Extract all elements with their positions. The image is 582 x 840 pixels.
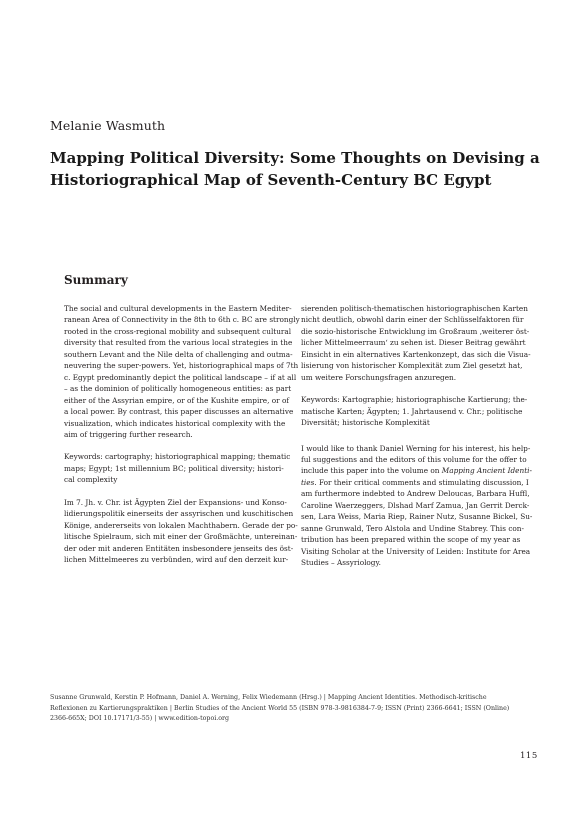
text-line: either of the Assyrian empire, or of the Kushite empire, or of (64, 395, 290, 405)
text-line: The social and cultural developments in the Eastern Mediter- (64, 304, 292, 313)
text-line: a local power. By contrast, this paper discusses an alternative (64, 407, 294, 417)
right-column (301, 303, 533, 580)
title-line: Historiographical Map of Seventh-Century BC Egypt (50, 171, 492, 189)
german-summary-continued (301, 303, 531, 383)
citation-footer (50, 693, 540, 725)
text-line: Keywords: Kartographie; historiographische Kartierung; the- (301, 395, 528, 405)
summary-heading: Summary (64, 273, 128, 287)
footer-line: 2366-665X; DOI 10.17171/3-55) | www.edition-topoi.org (50, 715, 230, 723)
text-line: lisierung von historischer Komplexität zum Ziel gesetzt hat, (301, 361, 523, 371)
text-line: aim of triggering further research. (64, 429, 193, 439)
text-line: Könige, andererseits von lokalen Machthabern. Gerade der po- (64, 520, 298, 530)
text-line: sanne Grunwald, Tero Alstola and Undine Stabrey. This con- (301, 523, 524, 533)
ack-text: . For their critical comments and stimulating discussion, I (314, 477, 529, 487)
text-line: um weitere Forschungsfragen anzuregen. (301, 372, 457, 382)
text-line (301, 477, 529, 488)
text-line: sen, Lara Weiss, Maria Riep, Rainer Nutz, Susanne Bickel, Su- (301, 512, 533, 522)
text-line: am furthermore indebted to Andrew Deloucas, Barbara Huffl, (301, 489, 530, 499)
text-line: diversity that resulted from the various local strategies in the (64, 338, 293, 348)
text-line: maps; Egypt; 1st millennium BC; political diversity; histori- (64, 463, 284, 473)
text-line: nicht deutlich, obwohl darin einer der Schlüsselfaktoren für (301, 315, 524, 325)
acknowledgements-paragraph (301, 443, 533, 569)
text-line: Studies – Assyriology. (301, 558, 381, 568)
text-line: southern Levant and the Nile delta of challenging and outma- (64, 349, 293, 359)
text-line: Caroline Waerzeggers, Dlshad Marf Zamua, Jan Gerrit Derck- (301, 500, 530, 510)
author-name: Melanie Wasmuth (50, 118, 166, 133)
keywords-paragraph (64, 451, 291, 485)
text-line: Diversität; historische Komplexität (301, 418, 430, 428)
text-line: der oder mit anderen Entitäten insbesondere jenseits des öst- (64, 543, 294, 553)
text-line: rooted in the cross-regional mobility and subsequent cultural (64, 326, 292, 336)
footer-line: Susanne Grunwald, Kerstin P. Hofmann, Daniel A. Werning, Felix Wiedemann (Hrsg.) | Mapping Ancient Identities. Methodisch-kritische (50, 694, 487, 701)
text-line: neuvering the super-powers. Yet, historiographical maps of 7th (64, 361, 299, 371)
german-keywords-paragraph (301, 394, 528, 428)
footer-line: Reflexionen zu Kartierungspraktiken | Berlin Studies of the Ancient World 55 (ISBN 978-3-9816384-7-9; ISSN (Print) 2366-6641; ISSN (Online) (50, 704, 510, 712)
left-column (64, 303, 300, 577)
text-line: Einsicht in ein alternatives Kartenkonzept, das sich die Visua- (301, 349, 531, 359)
summary-paragraph (64, 303, 300, 440)
text-line: litische Spielraum, sich mit einer der Großmächte, untereinan- (64, 532, 298, 542)
text-line: – as the dominion of politically homogeneous entities: as part (64, 384, 292, 394)
text-line: Keywords: cartography; historiographical mapping; thematic (64, 452, 291, 462)
text-line: Visiting Scholar at the University of Leiden: Institute for Area (301, 546, 531, 556)
text-line: ful suggestions and the editors of this volume for the offer to (301, 454, 527, 464)
ack-text: include this paper into the volume on (301, 466, 442, 476)
text-line: lidierungspolitik einerseits der assyrischen und kuschitischen (64, 509, 294, 519)
text-line: lichen Mittelmeeres zu verbünden, wird auf den derzeit kur- (64, 555, 289, 565)
text-line: c. Egypt predominantly depict the political landscape – if at all (64, 372, 297, 382)
text-line: visualization, which indicates historical complexity with the (64, 418, 286, 428)
text-line: licher Mittelmeerraum‘ zu sehen ist. Dieser Beitrag gewährt (301, 338, 526, 348)
text-line: die sozio-historische Entwicklung im Großraum ‚weiterer öst- (301, 326, 530, 336)
text-line: I would like to thank Daniel Werning for his interest, his help- (301, 443, 531, 453)
text-line: ranean Area of Connectivity in the 8th to 6th c. BC are strongly (64, 315, 300, 325)
text-line: tribution has been prepared within the scope of my year as (301, 535, 521, 545)
paper-title (50, 147, 540, 191)
volume-title-italic: ties (301, 477, 315, 487)
text-line: sierenden politisch-thematischen historiographischen Karten (301, 304, 528, 313)
text-line: matische Karten; Ägypten; 1. Jahrtausend v. Chr.; politische (301, 406, 523, 416)
german-summary-paragraph (64, 497, 298, 566)
page-number: 115 (520, 751, 538, 761)
title-line: Mapping Political Diversity: Some Thoughts on Devising a (50, 149, 540, 167)
text-line: Im 7. Jh. v. Chr. ist Ägypten Ziel der Expansions- und Konso- (64, 497, 287, 507)
text-line: cal complexity (64, 475, 118, 485)
text-line (301, 465, 532, 476)
volume-title-italic: Mapping Ancient Identi- (441, 466, 532, 476)
